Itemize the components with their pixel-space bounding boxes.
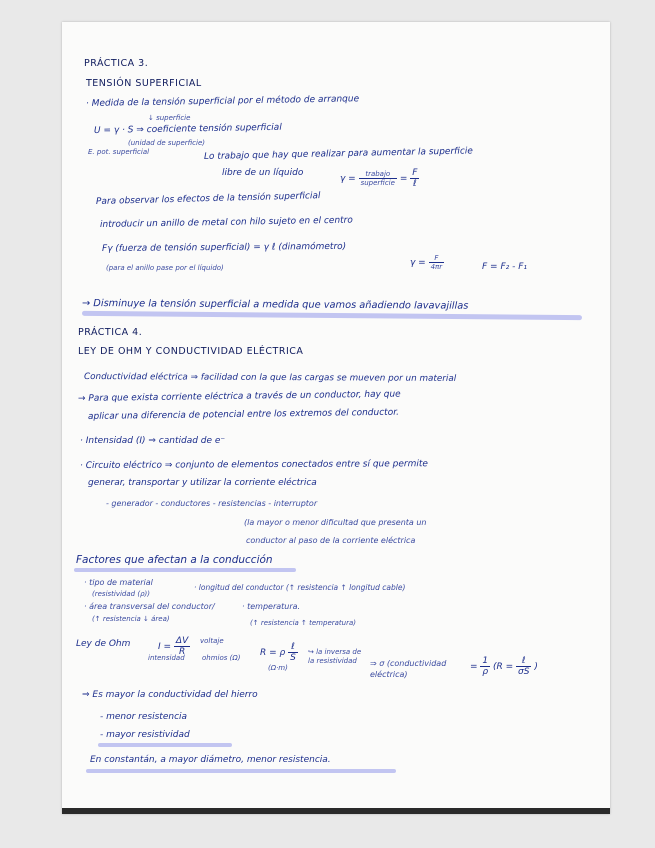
p4-line-circuit: · Circuito eléctrico ⇒ conjunto de elementos conectados entre sí que permite [79, 459, 428, 471]
frac-num: F [429, 254, 445, 263]
frac-den: ρ [482, 667, 489, 677]
r-rho: R = ρ [260, 648, 286, 658]
inverse-note: ↪ la inversa de la resistividad [308, 648, 362, 665]
factor-area-note: (↑ resistencia ↓ área) [92, 615, 170, 623]
p4-line-conductivity: Conductividad eléctrica ⇒ facilidad con la que las cargas se mueven por un material [83, 372, 457, 384]
resistivity-unit: (Ω·m) [268, 664, 288, 672]
p3-line-force: Fγ (fuerza de tensión superficial) = γ ℓ (dinamómetro) [101, 241, 347, 254]
frac-num: 1 [482, 656, 489, 666]
fraction-1-rho [480, 656, 490, 677]
sigma-definition: ⇒ σ (conductividad eléctrica) [370, 659, 447, 679]
practica-4-title: PRÁCTICA 4. [78, 327, 143, 338]
frac-num: ℓ [516, 656, 531, 667]
p3-line-method: · Medida de la tensión superficial por el método de arranque [85, 94, 360, 109]
frac-num: ℓ [288, 642, 298, 653]
frac-num: ΔV [175, 636, 189, 646]
factor-material-note: (resistividad (ρ)) [92, 590, 150, 598]
fraction-l-s [288, 642, 298, 663]
p3-note-unit: (unidad de superficie) [128, 139, 205, 147]
frac-den: 4πr [430, 263, 443, 271]
conclusion-more-resistivity: - mayor resistividad [100, 730, 190, 740]
practica-4-subtitle: LEY DE OHM Y CONDUCTIVIDAD ELÉCTRICA [78, 346, 304, 357]
p4-line-potential: aplicar una diferencia de potencial entre los extremos del conductor. [87, 407, 399, 422]
frac-den: superficie [360, 179, 395, 187]
p3-conclusion: → Disminuye la tensión superficial a medida que vamos añadiendo lavavajillas [81, 298, 469, 312]
equals-sign: = [470, 662, 481, 672]
ohm-note-voltage: voltaje [200, 637, 224, 645]
gamma-symbol: γ = [410, 258, 429, 268]
factor-material: · tipo de material [84, 578, 153, 587]
p4-line-generate: generar, transportar y utilizar la corriente eléctrica [88, 478, 317, 488]
ohm-note-intensity: intensidad [148, 654, 185, 662]
frac-den: S [290, 653, 296, 663]
conclusion-less-resistance: - menor resistencia [100, 712, 188, 722]
fraction-f-l [410, 168, 419, 189]
frac-den: σS [518, 667, 530, 677]
practica-3-subtitle: TENSIÓN SUPERFICIAL [86, 78, 202, 89]
p4-line-resistance-def2: conductor al paso de la corriente eléctrica [246, 536, 416, 545]
factor-length: · longitud del conductor (↑ resistencia ↑ longitud cable) [194, 583, 406, 592]
force-difference: F = F₂ - F₁ [482, 262, 527, 272]
fraction-f-4pir [429, 254, 445, 271]
r-close: ) [534, 662, 538, 672]
ohm-i: I = [158, 642, 174, 652]
factor-area: · área transversal del conductor/ [84, 602, 215, 611]
factors-heading: Factores que afectan a la conducción [76, 554, 273, 566]
fraction-work-surface [359, 170, 397, 187]
p3-note-surface: ↓ superficie [148, 114, 191, 122]
p3-line-liquid: libre de un líquido [222, 168, 304, 178]
notebook-page [62, 22, 610, 814]
p4-line-resistance-def1: (la mayor o menor dificultad que presenta un [244, 518, 427, 527]
fraction-l-sigma-s [516, 656, 531, 677]
p4-line-intensity: · Intensidad (I) ⇒ cantidad de e⁻ [80, 436, 226, 446]
highlight-resistivity [98, 743, 232, 747]
factor-temperature: · temperatura. [242, 602, 301, 611]
frac-num: F [412, 168, 418, 178]
resistance-formula [260, 642, 298, 663]
practica-3-title: PRÁCTICA 3. [84, 58, 149, 69]
p3-line-work: Lo trabajo que hay que realizar para aumentar la superficie [203, 146, 474, 162]
frac-num: trabajo [359, 170, 397, 179]
ohm-note-ohms: ohmios (Ω) [202, 654, 241, 662]
p3-line-observe: Para observar los efectos de la tensión superficial [95, 191, 321, 207]
p3-line-ring: introducir un anillo de metal con hilo sujeto en el centro [99, 215, 353, 230]
highlight-constantan [86, 769, 396, 773]
ohm-law-label: Ley de Ohm [76, 639, 131, 649]
p3-line-energy: U = γ · S ⇒ coeficiente tensión superficial [93, 122, 282, 136]
p4-line-components: - generador - conductores - resistencias - interruptor [106, 499, 318, 508]
r-open: (R = [493, 662, 517, 672]
p4-line-current: → Para que exista corriente eléctrica a través de un conductor, hay que [77, 389, 401, 404]
p3-note-ring-pass: (para el anillo pase por el líquido) [106, 264, 224, 272]
highlight-factors [74, 568, 296, 572]
frac-den: ℓ [412, 179, 417, 189]
p3-note-epot: E. pot. superficial [88, 148, 150, 156]
highlight-p3-conclusion [82, 311, 582, 320]
conclusion-iron: ⇒ Es mayor la conductividad del hierro [82, 690, 258, 700]
conclusion-constantan: En constantán, a mayor diámetro, menor resistencia. [90, 755, 331, 765]
frac-den: R [178, 647, 186, 657]
sigma-formula [470, 656, 538, 677]
gamma-formula-1 [340, 168, 419, 189]
page-bottom-edge [62, 808, 610, 814]
factor-temperature-note: (↑ resistencia ↑ temperatura) [250, 619, 356, 627]
gamma-symbol: γ = [340, 174, 359, 184]
gamma-formula-2 [410, 254, 444, 271]
equals-sign: = [399, 174, 411, 184]
